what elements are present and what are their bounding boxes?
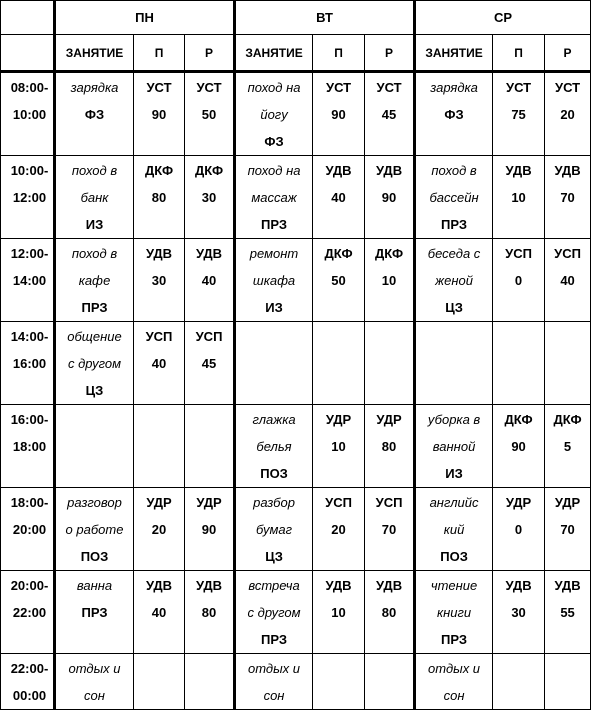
activity-text: чтение [430,578,478,593]
rating-code: УДВ [195,578,223,593]
activity-cell [55,72,134,156]
activity-cell [55,488,134,571]
r-cell [545,322,591,405]
p-cell [134,72,185,156]
rating-value: 80 [151,190,167,205]
r-cell [545,488,591,571]
corner-cell [1,35,55,72]
time-row [1,654,591,710]
rating-code: УСП [195,329,223,344]
activity-text: сон [443,688,465,703]
rating-value: 45 [201,356,217,371]
activity-cell [235,654,313,710]
activity-type: ИЗ [265,300,283,315]
p-cell [134,156,185,239]
activity-cell [55,239,134,322]
r-cell [365,156,415,239]
day-header: СР [415,1,591,35]
p-cell [493,239,545,322]
rating-code: УДР [505,495,532,510]
day-header: ПН [55,1,235,35]
r-cell [545,571,591,654]
activity-text: с другом [67,356,121,371]
activity-text: ванной [432,439,476,454]
rating-code: УДВ [195,246,223,261]
time-label: 22:00 [12,605,47,620]
time-row [1,156,591,239]
activity-text: поход в [71,163,118,178]
rating-value: 40 [331,190,346,205]
activity-text: разбор [253,495,295,510]
activity-cell [415,654,493,710]
rating-code: УСП [145,329,173,344]
activity-text: бумаг [255,522,293,537]
p-cell [313,654,365,710]
rating-value: 40 [151,605,167,620]
rating-code: ДКФ [504,412,533,427]
activity-text: белья [256,439,292,454]
p-cell [313,405,365,488]
p-cell [493,571,545,654]
r-cell [185,405,235,488]
r-cell [185,654,235,710]
column-header: ЗАНЯТИЕ [55,35,134,72]
r-cell [545,72,591,156]
activity-type: ПРЗ [441,217,468,232]
schedule-body [1,1,591,710]
rating-code: ДКФ [324,246,353,261]
rating-value: 80 [201,605,217,620]
rating-value: 90 [331,107,346,122]
rating-value: 50 [331,273,346,288]
column-header: ЗАНЯТИЕ [235,35,313,72]
rating-value: 5 [563,439,572,454]
activity-text: с другом [247,605,301,620]
rating-value: 20 [331,522,346,537]
activity-cell [415,72,493,156]
r-cell [185,239,235,322]
rating-value: 55 [560,605,575,620]
activity-text: о работе [65,522,124,537]
time-slot [1,156,55,239]
r-cell [545,156,591,239]
rating-code: УДР [554,495,581,510]
rating-code: УСП [325,495,352,510]
p-cell [134,405,185,488]
activity-text: отдых и [248,661,301,676]
rating-code: УДВ [325,578,352,593]
r-cell [185,322,235,405]
rating-value: 90 [201,522,217,537]
day-header-row [1,1,591,35]
activity-text: шкафа [252,273,296,288]
time-label: 20:00 [12,522,47,537]
activity-text: бассейн [429,190,479,205]
activity-cell [55,571,134,654]
day-header: ВТ [235,1,415,35]
time-label: 10:00 [12,107,47,122]
column-header: П [493,35,545,72]
p-cell [493,322,545,405]
activity-text: английс [429,495,479,510]
rating-code: УДВ [505,578,532,593]
time-label: 00:00 [12,688,47,703]
time-label: 16:00 [12,356,47,371]
rating-code: ДКФ [553,412,582,427]
activity-cell [415,571,493,654]
activity-type: ПОЗ [440,549,468,564]
p-cell [134,654,185,710]
r-cell [185,571,235,654]
activity-text: поход в [71,246,118,261]
activity-type: ПРЗ [81,300,108,315]
activity-text: кафе [78,273,111,288]
activity-cell [415,405,493,488]
rating-code: УДВ [505,163,532,178]
rating-code: УСТ [376,80,402,95]
column-header-row [1,35,591,72]
activity-text: ремонт [249,246,299,261]
activity-text: книги [436,605,472,620]
activity-text: кий [443,522,465,537]
activity-text: йогу [260,107,288,122]
activity-cell [235,239,313,322]
rating-code: УСТ [196,80,222,95]
rating-code: УДВ [325,163,352,178]
activity-cell [415,156,493,239]
column-header: Р [365,35,415,72]
activity-cell [235,322,313,405]
rating-code: УДР [196,495,222,510]
activity-type: ПРЗ [441,632,468,647]
rating-value: 30 [511,605,526,620]
activity-cell [235,156,313,239]
rating-value: 70 [560,190,575,205]
rating-code: УДР [325,412,352,427]
time-slot [1,654,55,710]
activity-cell [235,72,313,156]
p-cell [313,239,365,322]
activity-type: ПРЗ [81,605,108,620]
p-cell [493,405,545,488]
rating-value: 70 [381,522,397,537]
activity-cell [415,239,493,322]
rating-code: ДКФ [374,246,404,261]
activity-text: ванна [76,578,113,593]
rating-value: 40 [560,273,575,288]
time-row [1,239,591,322]
rating-code: УСП [505,246,532,261]
p-cell [493,72,545,156]
rating-value: 30 [201,190,217,205]
time-label: 12:00 [12,190,47,205]
rating-code: УСТ [325,80,352,95]
activity-text: встреча [248,578,300,593]
time-row [1,488,591,571]
activity-cell [235,405,313,488]
activity-type: ПРЗ [261,217,288,232]
activity-text: отдых и [68,661,121,676]
p-cell [493,488,545,571]
rating-code: УДР [146,495,172,510]
rating-code: УСП [554,246,581,261]
rating-code: УДВ [376,163,403,178]
time-label: 10:00- [10,163,49,178]
activity-type: ИЗ [85,217,104,232]
rating-code: УДВ [554,163,581,178]
rating-value: 40 [151,356,167,371]
time-row [1,72,591,156]
activity-text: банк [80,190,109,205]
activity-type: ЦЗ [445,300,463,315]
time-label: 12:00- [10,246,49,261]
time-row [1,405,591,488]
r-cell [185,488,235,571]
activity-cell [235,571,313,654]
activity-cell [235,488,313,571]
rating-value: 80 [381,439,397,454]
activity-text: зарядка [70,80,119,95]
time-label: 20:00- [10,578,49,593]
rating-value: 20 [560,107,575,122]
activity-type: ПОЗ [80,549,109,564]
activity-type: ФЗ [444,107,464,122]
rating-code: УДВ [554,578,581,593]
rating-code: УДВ [145,578,173,593]
r-cell [365,405,415,488]
r-cell [365,322,415,405]
time-slot [1,571,55,654]
activity-text: отдых и [428,661,481,676]
p-cell [493,156,545,239]
r-cell [365,72,415,156]
rating-code: УСТ [506,80,532,95]
p-cell [134,571,185,654]
activity-text: зарядка [430,80,478,95]
rating-code: УСП [375,495,403,510]
activity-text: поход на [247,80,301,95]
activity-cell [55,156,134,239]
time-slot [1,405,55,488]
time-label: 18:00 [12,439,47,454]
time-row [1,571,591,654]
activity-cell [55,405,134,488]
activity-text: беседа с [427,246,481,261]
time-slot [1,488,55,571]
activity-cell [55,654,134,710]
rating-value: 0 [514,522,523,537]
rating-value: 90 [381,190,397,205]
p-cell [134,488,185,571]
rating-value: 10 [381,273,397,288]
r-cell [185,72,235,156]
time-label: 16:00- [10,412,49,427]
p-cell [313,156,365,239]
r-cell [185,156,235,239]
time-label: 22:00- [10,661,49,676]
rating-value: 75 [511,107,526,122]
rating-value: 90 [511,439,526,454]
column-header: П [313,35,365,72]
time-slot [1,239,55,322]
activity-text: общение [67,329,122,344]
r-cell [365,654,415,710]
activity-type: ЦЗ [85,383,104,398]
r-cell [545,239,591,322]
activity-cell [415,322,493,405]
activity-text: поход в [431,163,477,178]
activity-type: ПОЗ [260,466,288,481]
r-cell [545,405,591,488]
time-slot [1,322,55,405]
rating-value: 80 [381,605,397,620]
time-label: 14:00 [12,273,47,288]
time-label: 18:00- [10,495,49,510]
activity-text: массаж [251,190,297,205]
r-cell [545,654,591,710]
activity-type: ПРЗ [261,632,288,647]
activity-type: ЦЗ [265,549,283,564]
rating-value: 0 [514,273,523,288]
time-label: 08:00- [10,80,49,95]
rating-code: УДВ [145,246,173,261]
corner-cell [1,1,55,35]
activity-text: сон [263,688,285,703]
p-cell [134,322,185,405]
p-cell [313,488,365,571]
r-cell [365,488,415,571]
column-header: Р [545,35,591,72]
activity-cell [415,488,493,571]
activity-text: сон [84,688,105,703]
time-label: 14:00- [10,329,49,344]
activity-text: разговор [67,495,122,510]
p-cell [493,654,545,710]
rating-value: 20 [151,522,167,537]
p-cell [313,571,365,654]
column-header: Р [185,35,235,72]
column-header: ЗАНЯТИЕ [415,35,493,72]
rating-code: УСТ [555,80,581,95]
activity-text: поход на [247,163,301,178]
rating-code: ДКФ [144,163,174,178]
r-cell [365,571,415,654]
activity-type: ФЗ [264,134,284,149]
rating-code: ДКФ [194,163,224,178]
rating-value: 10 [331,439,346,454]
rating-code: УСТ [146,80,172,95]
rating-value: 40 [201,273,217,288]
time-slot [1,72,55,156]
p-cell [313,322,365,405]
activity-cell [55,322,134,405]
p-cell [134,239,185,322]
r-cell [365,239,415,322]
rating-value: 90 [151,107,167,122]
rating-value: 30 [151,273,167,288]
activity-text: глажка [252,412,296,427]
rating-code: УДВ [376,578,403,593]
rating-value: 70 [560,522,575,537]
rating-value: 10 [511,190,526,205]
time-row [1,322,591,405]
column-header: П [134,35,185,72]
p-cell [313,72,365,156]
rating-value: 45 [381,107,397,122]
activity-text: женой [435,273,473,288]
activity-type: ФЗ [84,107,105,122]
activity-type: ИЗ [445,466,463,481]
rating-value: 10 [331,605,346,620]
rating-value: 50 [201,107,217,122]
rating-code: УДР [376,412,402,427]
activity-text: уборка в [427,412,481,427]
